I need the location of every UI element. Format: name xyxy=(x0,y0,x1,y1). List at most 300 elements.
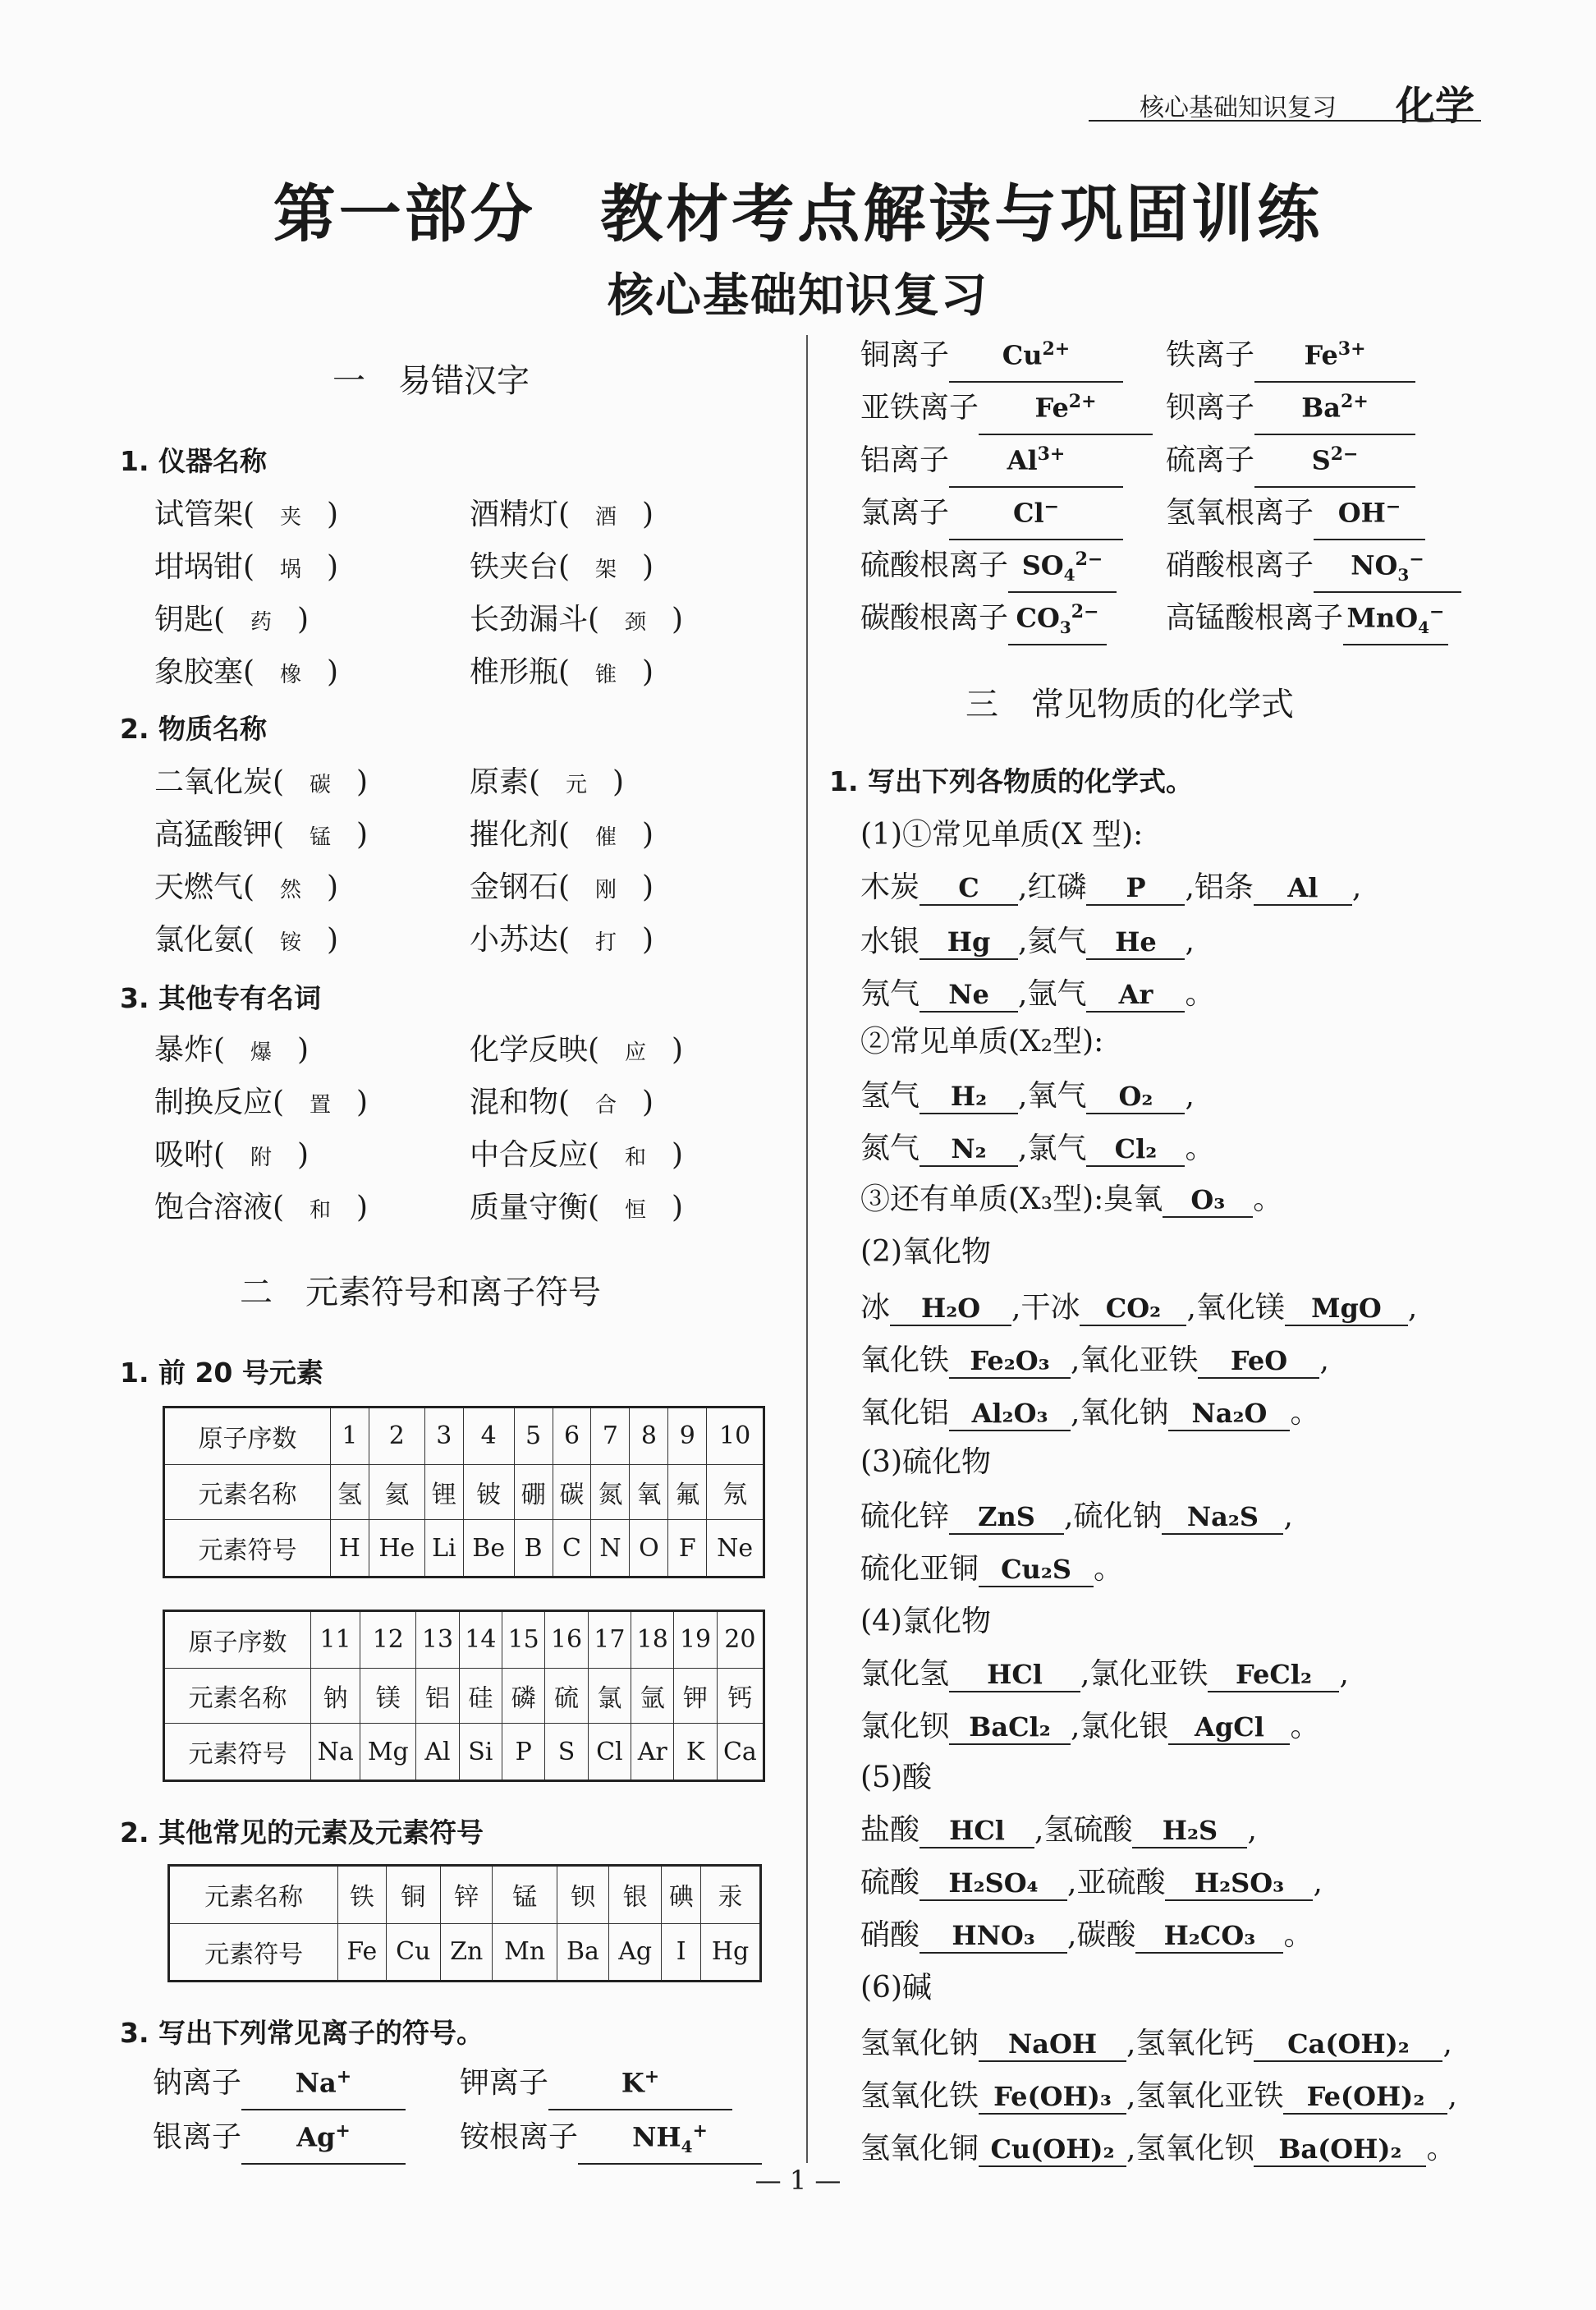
typo-paren: ) xyxy=(672,1138,684,1172)
ion-answer xyxy=(1254,333,1415,383)
ion-charge: 2+ xyxy=(1341,391,1369,413)
typo-word: 酒精灯( xyxy=(470,498,571,531)
ion-charge: 2+ xyxy=(1068,391,1097,413)
typo-paren: ) xyxy=(297,603,310,636)
ion-subscript: 3 xyxy=(1397,565,1410,586)
element-name-cell: 汞 xyxy=(701,1866,761,1924)
ion-base: K xyxy=(621,2068,644,2099)
element-name-cell: 氩 xyxy=(631,1668,674,1724)
element-name-cell: 氧 xyxy=(630,1464,668,1520)
typo-answer: 附 xyxy=(250,1146,273,1170)
atomic-number-cell: 14 xyxy=(459,1611,502,1669)
element-symbol-cell: Ag xyxy=(608,1923,661,1982)
formula-answer: HCl xyxy=(949,1658,1080,1692)
formula-answer: Hg xyxy=(920,925,1018,960)
ion-base: CO xyxy=(1016,603,1060,634)
ion-charge: − xyxy=(1429,601,1445,623)
row-header: 元素名称 xyxy=(169,1866,338,1924)
formula-label: 氮气 xyxy=(860,1132,920,1165)
formula-line xyxy=(860,1545,1123,1587)
formula-answer: H₂O xyxy=(890,1292,1011,1326)
typo-answer: 夹 xyxy=(280,505,302,530)
typo-answer: 埚 xyxy=(280,558,302,582)
formula-label: ,氢氧化钙 xyxy=(1126,2027,1254,2060)
formula-label: , xyxy=(1185,925,1195,958)
formula-label: ,氧化镁 xyxy=(1186,1291,1285,1325)
section-2-title: 二 元素符号和离子符号 xyxy=(240,1274,601,1311)
typo-item xyxy=(470,864,654,906)
ion-label: 钾离子 xyxy=(460,2066,549,2100)
ion-label: 氢氧根离子 xyxy=(1166,496,1314,530)
formula-label: 氢氧化钠 xyxy=(860,2027,979,2060)
formula-label: ,氢氧化亚铁 xyxy=(1126,2079,1284,2113)
section-1-title: 一 易错汉字 xyxy=(332,362,530,400)
typo-item xyxy=(470,544,654,586)
element-symbol-cell: C xyxy=(553,1520,591,1578)
ion-base: NH xyxy=(632,2122,681,2153)
typo-item xyxy=(154,916,338,958)
question-3-heading: 3. 写出下列常见离子的符号。 xyxy=(120,2017,484,2049)
element-name-cell: 钡 xyxy=(557,1866,608,1924)
ion-charge: + xyxy=(335,2120,351,2142)
element-name-cell: 氦 xyxy=(369,1464,424,1520)
typo-item xyxy=(154,491,338,533)
subhead-sulfides: (3)硫化物 xyxy=(860,1445,991,1479)
formula-line xyxy=(860,971,1214,1013)
formula-label: ,氯化亚铁 xyxy=(1080,1657,1208,1691)
element-symbol-cell: Be xyxy=(463,1520,514,1578)
element-symbol-cell: Al xyxy=(416,1724,459,1781)
typo-word: 制换反应( xyxy=(154,1086,285,1119)
element-symbol-cell: S xyxy=(545,1724,588,1781)
typo-paren: ) xyxy=(297,1138,310,1172)
formula-line xyxy=(860,1125,1214,1167)
typo-item xyxy=(154,1132,309,1173)
typo-item xyxy=(154,811,368,853)
ion-item xyxy=(1166,489,1425,540)
typo-item xyxy=(470,811,654,853)
element-symbol-cell: P xyxy=(502,1724,545,1781)
atomic-number-cell: 12 xyxy=(360,1611,416,1669)
typo-item xyxy=(470,1184,683,1226)
formula-label: 氯化钡 xyxy=(860,1710,950,1743)
typo-word: 混和物( xyxy=(470,1086,571,1119)
formula-answer: P xyxy=(1086,871,1185,906)
element-table-2 xyxy=(163,1610,765,1782)
formula-label: 氢氧化铁 xyxy=(860,2079,979,2113)
formula-answer: Fe(OH)₃ xyxy=(979,2080,1126,2115)
element-name-cell: 银 xyxy=(608,1866,661,1924)
ion-charge: − xyxy=(1043,496,1060,518)
formula-label: 氧化铁 xyxy=(860,1343,950,1377)
typo-paren: ) xyxy=(327,923,339,957)
formula-label: , xyxy=(1313,1866,1323,1899)
element-name-cell: 氮 xyxy=(591,1464,630,1520)
element-symbol-cell: Cu xyxy=(386,1923,441,1982)
typo-item xyxy=(154,1079,368,1121)
formula-label: 氯化氢 xyxy=(860,1657,950,1691)
header-rule xyxy=(1089,120,1481,122)
element-symbol-cell: F xyxy=(668,1520,707,1578)
formula-label: 硫化亚铜 xyxy=(860,1552,979,1586)
formula-label: ,氢硫酸 xyxy=(1034,1813,1133,1847)
formula-label: 。 xyxy=(1426,2132,1456,2165)
typo-paren: ) xyxy=(327,550,339,584)
typo-answer: 催 xyxy=(595,825,617,850)
formula-label: ,亚硫酸 xyxy=(1067,1866,1166,1899)
element-symbol-cell: Na xyxy=(311,1724,360,1781)
formula-label: , xyxy=(1447,2079,1457,2113)
ion-subscript: 4 xyxy=(1418,618,1430,638)
ion-charge: 2+ xyxy=(1042,338,1071,361)
element-symbol-cell: Ar xyxy=(631,1724,674,1781)
typo-paren: ) xyxy=(327,655,339,689)
element-table-3 xyxy=(167,1864,762,1982)
ion-answer xyxy=(949,438,1123,488)
subhead-elements-x2: ②常见单质(X₂型): xyxy=(860,1025,1104,1059)
typo-answer: 应 xyxy=(625,1040,647,1065)
ion-item xyxy=(860,437,1123,488)
typo-item xyxy=(470,759,624,801)
typo-answer: 和 xyxy=(310,1198,332,1223)
typo-word: 化学反映( xyxy=(470,1033,600,1067)
element-symbol-cell: Fe xyxy=(338,1923,386,1982)
typo-answer: 锥 xyxy=(595,663,617,687)
ion-item xyxy=(460,2060,732,2110)
typo-answer: 药 xyxy=(250,610,273,635)
element-name-row xyxy=(169,1866,761,1924)
section-3-title: 三 常见物质的化学式 xyxy=(965,686,1294,723)
typo-item xyxy=(470,491,654,533)
atomic-number-cell: 4 xyxy=(463,1408,514,1465)
element-symbol-cell: O xyxy=(630,1520,668,1578)
formula-answer: C xyxy=(920,871,1018,906)
ozone-answer: O₃ xyxy=(1163,1183,1253,1218)
formula-label: ,碳酸 xyxy=(1067,1918,1136,1952)
element-symbol-cell: Ba xyxy=(557,1923,608,1982)
ion-answer xyxy=(1008,595,1107,645)
formula-label: ,硫化钠 xyxy=(1064,1499,1163,1533)
atomic-number-cell: 20 xyxy=(717,1611,764,1669)
formula-answer: NaOH xyxy=(979,2028,1126,2062)
typo-word: 原素( xyxy=(470,765,541,799)
ion-item xyxy=(1166,384,1415,435)
element-name-cell: 硫 xyxy=(545,1668,588,1724)
question-2-heading: 2. 其他常见的元素及元素符号 xyxy=(120,1816,484,1848)
formula-label: , xyxy=(1319,1343,1329,1377)
typo-paren: ) xyxy=(672,1191,684,1224)
formula-line xyxy=(860,2073,1457,2115)
ion-answer xyxy=(1314,490,1425,540)
ion-item xyxy=(153,2060,406,2110)
element-symbol-cell: Zn xyxy=(441,1923,493,1982)
formula-label: 。 xyxy=(1185,1132,1215,1165)
ion-base: Na xyxy=(295,2068,337,2099)
formula-question-heading: 1. 写出下列各物质的化学式。 xyxy=(829,765,1193,797)
formula-answer: Ca(OH)₂ xyxy=(1254,2028,1442,2062)
element-symbol-row xyxy=(164,1520,764,1578)
typo-word: 小苏达( xyxy=(470,923,571,957)
atomic-number-cell: 5 xyxy=(514,1408,553,1465)
atomic-number-cell: 3 xyxy=(424,1408,463,1465)
ion-label: 钠离子 xyxy=(153,2066,242,2100)
formula-label: ,氧化钠 xyxy=(1071,1396,1169,1430)
ion-base: Ba xyxy=(1301,393,1341,424)
ion-charge: 3+ xyxy=(1337,338,1366,361)
element-name-row xyxy=(164,1668,764,1724)
typo-paren: ) xyxy=(672,1033,684,1067)
ion-base: Al xyxy=(1007,445,1038,476)
element-symbol-row xyxy=(164,1724,764,1781)
formula-answer: ZnS xyxy=(949,1500,1064,1535)
ion-label: 铵根离子 xyxy=(460,2120,579,2154)
formula-answer: He xyxy=(1086,925,1185,960)
formula-answer: H₂SO₄ xyxy=(920,1867,1067,1901)
formula-label: 。 xyxy=(1283,1918,1314,1952)
ion-base: Ag xyxy=(296,2122,336,2153)
formula-answer: H₂ xyxy=(920,1080,1018,1114)
ion-item xyxy=(1166,437,1415,488)
ion-label: 铁离子 xyxy=(1166,338,1255,372)
typo-item xyxy=(470,1079,654,1121)
formula-label: ,干冰 xyxy=(1011,1291,1080,1325)
ion-label: 亚铁离子 xyxy=(860,391,979,425)
question-1-heading: 1. 前 20 号元素 xyxy=(120,1357,323,1389)
typo-word: 中合反应( xyxy=(470,1138,600,1172)
typo-item xyxy=(154,649,338,691)
formula-label: 。 xyxy=(1290,1396,1320,1430)
formula-answer: H₂S xyxy=(1132,1814,1247,1848)
ion-subscript: 3 xyxy=(1059,618,1071,638)
typo-paren: ) xyxy=(642,923,654,957)
formula-label: 氢氧化铜 xyxy=(860,2132,979,2165)
ion-label: 钡离子 xyxy=(1166,391,1255,425)
formula-label: ,红磷 xyxy=(1018,870,1087,904)
typo-paren: ) xyxy=(356,1086,369,1119)
formula-line xyxy=(860,2020,1452,2062)
ion-label: 高锰酸根离子 xyxy=(1166,601,1344,635)
typo-answer: 元 xyxy=(566,773,588,797)
typo-answer: 酒 xyxy=(595,505,617,530)
formula-label: 。 xyxy=(1094,1552,1124,1586)
element-name-cell: 锂 xyxy=(424,1464,463,1520)
atomic-number-cell: 13 xyxy=(416,1611,459,1669)
element-symbol-cell: Ca xyxy=(717,1724,764,1781)
typo-paren: ) xyxy=(642,498,654,531)
element-table-1 xyxy=(163,1406,765,1578)
formula-label: , xyxy=(1339,1657,1349,1691)
typo-answer: 颈 xyxy=(625,610,647,635)
group-1-heading: 1. 仪器名称 xyxy=(120,445,267,477)
ion-base: Cu xyxy=(1002,340,1043,371)
formula-label: , xyxy=(1185,1079,1195,1113)
subhead-oxides: (2)氧化物 xyxy=(860,1235,991,1269)
formula-line xyxy=(860,1703,1319,1745)
formula-label: 氖气 xyxy=(860,977,920,1011)
ion-answer xyxy=(548,2060,732,2110)
typo-paren: ) xyxy=(327,498,339,531)
element-name-cell: 镁 xyxy=(360,1668,416,1724)
ion-base: NO xyxy=(1351,550,1398,581)
typo-word: 摧化剂( xyxy=(470,818,571,852)
ion-answer xyxy=(578,2115,762,2165)
ion-answer xyxy=(1343,595,1448,645)
ion-charge: − xyxy=(1385,496,1401,518)
formula-line xyxy=(860,864,1361,906)
formula-line xyxy=(860,1493,1293,1535)
formula-line xyxy=(860,1859,1323,1901)
element-name-cell: 氯 xyxy=(588,1668,631,1724)
typo-item xyxy=(154,864,338,906)
ion-base: OH xyxy=(1337,498,1386,529)
element-name-cell: 氖 xyxy=(707,1464,764,1520)
atomic-number-cell: 7 xyxy=(591,1408,630,1465)
element-name-cell: 氟 xyxy=(668,1464,707,1520)
ion-label: 氯离子 xyxy=(860,496,950,530)
element-name-row xyxy=(164,1464,764,1520)
ion-answer xyxy=(241,2115,406,2165)
ion-label: 硫酸根离子 xyxy=(860,549,1009,582)
typo-item xyxy=(154,1184,368,1226)
typo-paren: ) xyxy=(642,1086,654,1119)
typo-paren: ) xyxy=(356,818,369,852)
element-name-cell: 碳 xyxy=(553,1464,591,1520)
element-symbol-cell: N xyxy=(591,1520,630,1578)
formula-line xyxy=(860,1284,1417,1326)
ozone-label: ③还有单质(X₃型):臭氧 xyxy=(860,1183,1163,1216)
typo-paren: ) xyxy=(642,870,654,904)
ion-charge: − xyxy=(1409,549,1424,571)
typo-paren: ) xyxy=(642,655,654,689)
element-name-cell: 钾 xyxy=(674,1668,717,1724)
row-header: 元素符号 xyxy=(169,1923,338,1982)
typo-answer: 锰 xyxy=(310,825,332,850)
ion-label: 铝离子 xyxy=(860,443,950,477)
ion-charge: + xyxy=(692,2120,708,2142)
atomic-number-row xyxy=(164,1611,764,1669)
formula-line xyxy=(860,1807,1257,1848)
formula-answer: Fe(OH)₂ xyxy=(1283,2080,1447,2115)
typo-paren: ) xyxy=(672,603,684,636)
ion-answer xyxy=(1008,543,1117,593)
formula-answer: O₂ xyxy=(1086,1080,1185,1114)
ion-item xyxy=(1166,332,1415,383)
typo-paren: ) xyxy=(356,765,369,799)
ion-item xyxy=(1166,542,1461,593)
atomic-number-cell: 19 xyxy=(674,1611,717,1669)
ion-label: 硫离子 xyxy=(1166,443,1255,477)
element-symbol-cell: Mn xyxy=(493,1923,557,1982)
ion-answer xyxy=(949,333,1123,383)
formula-answer: H₂CO₃ xyxy=(1135,1919,1283,1954)
typo-word: 质量守衡( xyxy=(470,1191,600,1224)
formula-label: , xyxy=(1283,1499,1293,1533)
ion-answer xyxy=(1254,385,1415,435)
typo-word: 长劲漏斗( xyxy=(470,603,600,636)
formula-answer: N₂ xyxy=(920,1132,1018,1167)
typo-answer: 爆 xyxy=(250,1040,273,1065)
atomic-number-row xyxy=(164,1408,764,1465)
typo-answer: 橡 xyxy=(280,663,302,687)
typo-item xyxy=(154,759,368,801)
typo-answer: 恒 xyxy=(625,1198,647,1223)
element-name-cell: 锰 xyxy=(493,1866,557,1924)
atomic-number-cell: 6 xyxy=(553,1408,591,1465)
element-symbol-cell: Li xyxy=(424,1520,463,1578)
ion-base: SO xyxy=(1021,550,1064,581)
ion-answer xyxy=(979,385,1153,435)
element-name-cell: 硅 xyxy=(459,1668,502,1724)
formula-answer: FeO xyxy=(1198,1344,1319,1379)
element-name-cell: 钠 xyxy=(311,1668,360,1724)
row-header: 元素名称 xyxy=(164,1464,331,1520)
typo-item xyxy=(470,916,654,958)
typo-answer: 合 xyxy=(595,1093,617,1118)
formula-label: 硫酸 xyxy=(860,1866,920,1899)
typo-item xyxy=(470,1026,683,1068)
atomic-number-cell: 2 xyxy=(369,1408,424,1465)
subhead-bases: (6)碱 xyxy=(860,1971,932,2005)
formula-answer: BaCl₂ xyxy=(949,1711,1071,1745)
element-name-cell: 铍 xyxy=(463,1464,514,1520)
typo-answer: 然 xyxy=(280,878,302,902)
typo-item xyxy=(154,596,309,638)
element-name-cell: 磷 xyxy=(502,1668,545,1724)
typo-word: 暴炸( xyxy=(154,1033,226,1067)
ion-label: 铜离子 xyxy=(860,338,950,372)
atomic-number-cell: 1 xyxy=(330,1408,369,1465)
formula-line xyxy=(860,1337,1329,1379)
formula-answer: AgCl xyxy=(1168,1711,1290,1745)
formula-answer: Na₂S xyxy=(1162,1500,1283,1535)
ion-charge: + xyxy=(336,2066,352,2088)
ion-base: Cl xyxy=(1012,498,1044,529)
ion-label: 银离子 xyxy=(153,2120,242,2154)
ion-subscript: 4 xyxy=(681,2137,693,2157)
typo-answer: 刚 xyxy=(595,878,617,902)
element-symbol-cell: He xyxy=(369,1520,424,1578)
formula-line xyxy=(860,1389,1319,1431)
page-number: — 1 — xyxy=(754,2165,842,2196)
formula-label: 木炭 xyxy=(860,870,920,904)
formula-line xyxy=(860,2125,1456,2167)
formula-label: ,氯化银 xyxy=(1071,1710,1169,1743)
row-header: 元素名称 xyxy=(164,1668,311,1724)
ion-item xyxy=(860,542,1117,593)
typo-word: 椎形瓶( xyxy=(470,655,571,689)
ion-charge: 2− xyxy=(1071,601,1099,623)
formula-label: ,氩气 xyxy=(1018,977,1087,1011)
formula-line xyxy=(860,1651,1349,1692)
formula-answer: Cl₂ xyxy=(1086,1132,1185,1167)
typo-item xyxy=(154,544,338,586)
element-name-cell: 铝 xyxy=(416,1668,459,1724)
page-title: 核心基础知识复习 xyxy=(608,269,988,323)
atomic-number-cell: 9 xyxy=(668,1408,707,1465)
ion-base: Fe xyxy=(1304,340,1338,371)
element-symbol-row xyxy=(169,1923,761,1982)
typo-word: 饱合溶液( xyxy=(154,1191,285,1224)
formula-label: 硝酸 xyxy=(860,1918,920,1952)
typo-answer: 碳 xyxy=(310,773,332,797)
formula-label: , xyxy=(1407,1291,1418,1325)
atomic-number-cell: 11 xyxy=(311,1611,360,1669)
ion-base: MnO xyxy=(1346,603,1419,634)
typo-paren: ) xyxy=(642,818,654,852)
formula-label: 水银 xyxy=(860,925,920,958)
row-header: 原子序数 xyxy=(164,1408,331,1465)
ion-answer xyxy=(1254,438,1415,488)
